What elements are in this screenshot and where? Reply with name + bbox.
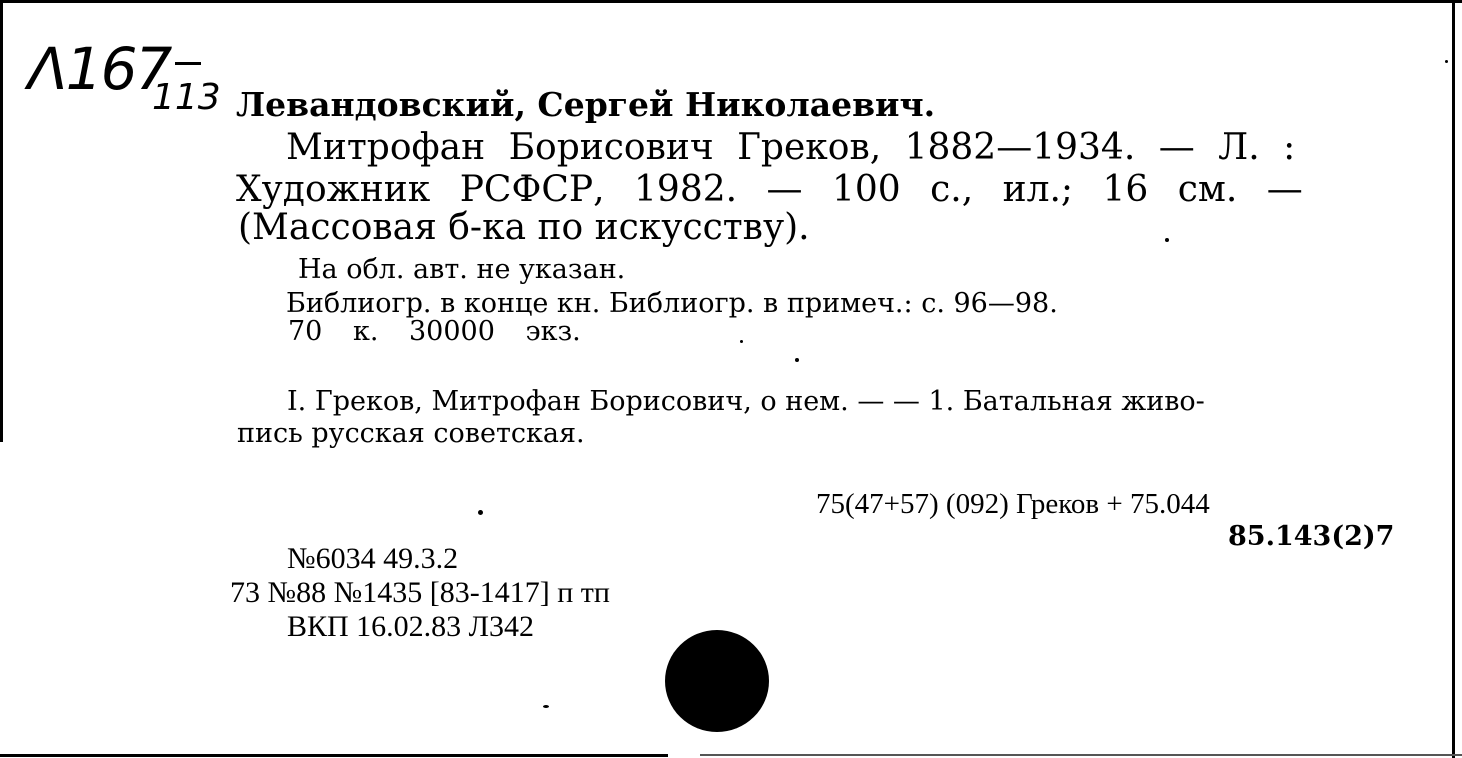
title-line: Художник РСФСР, 1982. — 100 с., ил.; 16 см. — (236, 169, 1303, 210)
ink-speck (543, 705, 549, 708)
ink-speck (795, 358, 799, 362)
ink-speck (1445, 60, 1448, 63)
note-line: Библиогр. в конце кн. Библиогр. в примеч.: с. 96—98. (286, 288, 1058, 319)
handwritten-shelfmark-sub: 113 (152, 77, 221, 118)
handwritten-shelfmark: Λ167 (28, 35, 171, 103)
ink-speck (478, 510, 483, 515)
subject-line: пись русская советская. (237, 418, 585, 449)
registration-line: ВКП 16.02.83 Л342 (287, 610, 535, 643)
classification-index: 75(47+57) (092) Греков + 75.044 (816, 488, 1210, 520)
note-line: На обл. авт. не указан. (298, 254, 626, 285)
handwritten-overline (175, 62, 201, 65)
price-copies-line: 70 к. 30000 экз. (288, 316, 581, 347)
registration-line: 73 №88 №1435 [83-1417] п тп (230, 576, 610, 609)
card-border-left (0, 0, 3, 442)
card-border-bottom (0, 754, 668, 757)
classification-index-secondary: 85.143(2)7 (1228, 521, 1395, 552)
title-line: Митрофан Борисович Греков, 1882—1934. — Л. : (286, 127, 1296, 168)
card-border-bottom-right (700, 754, 1462, 756)
card-border-top (0, 0, 1462, 3)
ink-speck (1165, 238, 1169, 242)
subject-line: I. Греков, Митрофан Борисович, о нем. — — 1. Батальная живо- (287, 386, 1205, 417)
title-line: (Массовая б-ка по искусству). (238, 207, 810, 248)
author-heading: Левандовский, Сергей Николаевич. (236, 85, 936, 124)
registration-line: №6034 49.3.2 (287, 542, 459, 575)
punch-hole (665, 630, 769, 732)
card-border-right (1452, 0, 1455, 758)
ink-speck (740, 340, 743, 343)
